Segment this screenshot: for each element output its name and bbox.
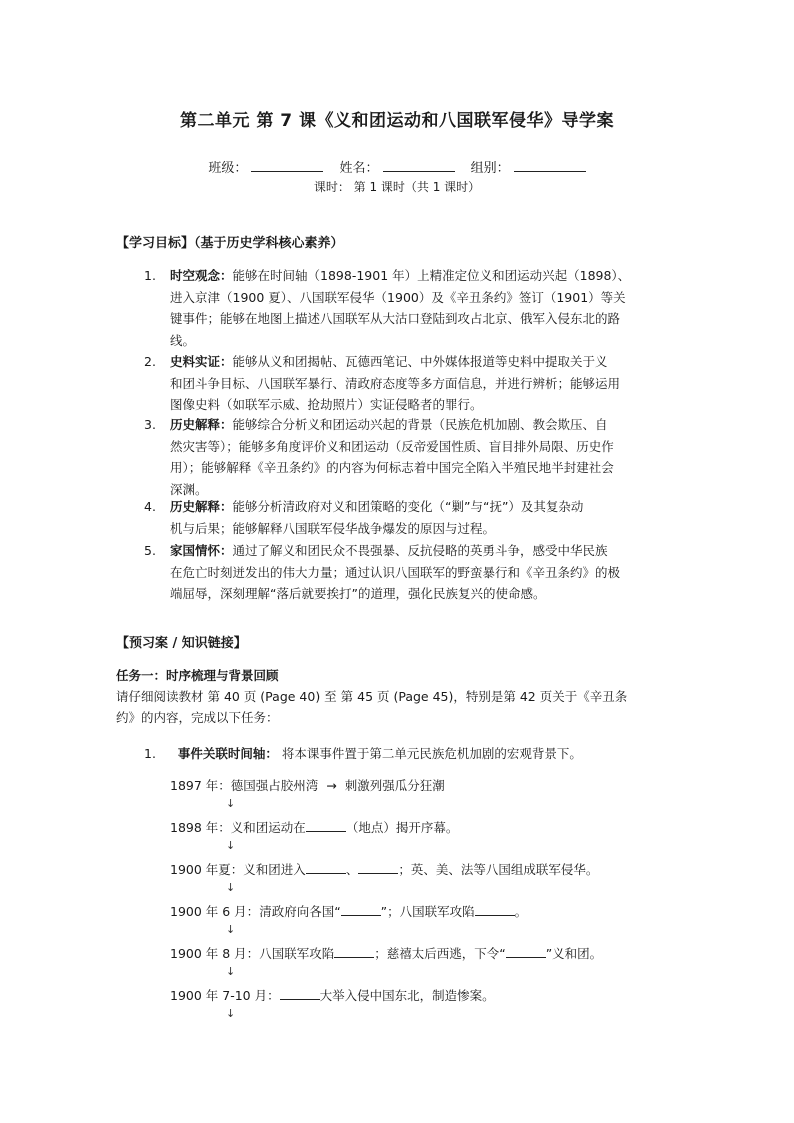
down-arrow-icon: ↓ [226,923,236,936]
page-title: 第二单元 第 7 课《义和团运动和八国联军侵华》导学案 [179,111,615,131]
down-arrow-icon: ↓ [226,839,236,852]
objective-head: 家国情怀： [170,543,233,558]
objective-item: 1. 时空观念：能够在时间轴（1898-1901 年）上精准定位义和团运动兴起（1898）、 进入京津（1900 夏）、八国联军侵华（1900）及《辛丑条约》签订（1901）等关 键事件；能够在地图上描述八国联军从大沽口登陆到攻占北京、俄军入侵东北的路 线。 [144,265,684,351]
objective-number: 5. [144,543,156,558]
class-field: 班级： [208,157,323,176]
objective-head: 时空观念： [170,268,233,283]
name-field: 姓名： [339,157,454,176]
period-line: 课时： 第 1 课时（共 1 课时） [313,180,481,194]
timeline-event: 1897 年：德国强占胶州湾 → 刺激列强瓜分狂潮 [170,778,445,793]
step-text: 将本课事件置于第二单元民族危机加剧的宏观背景下。 [281,746,582,761]
fill-blank[interactable] [306,819,346,832]
timeline-event: 1900 年 7-10 月： 大举入侵中国东北，制造惨案。 [170,988,495,1003]
objective-number: 1. [144,268,156,283]
step-item [144,744,582,762]
objective-head: 历史解释： [170,417,233,432]
objective-number: 3. [144,417,156,432]
down-arrow-icon: ↓ [226,965,236,978]
timeline-event: 1900 年夏：义和团进入 、 ；英、美、法等八国组成联军侵华。 [170,862,599,877]
fill-blank[interactable] [280,987,320,1000]
objective-item: 3. 历史解释：能够综合分析义和团运动兴起的背景（民族危机加剧、教会欺压、自 然灾害等）；能够多角度评价义和团运动（反帝爱国性质、盲目排外局限、历史作 用）；能够解释《辛丑条约》的内容为何标志着中国完全陷入半殖民地半封建社会 深渊。 [144,414,684,500]
group-field: 组别： [471,157,586,176]
timeline-event: 1898 年：义和团运动在 （地点）揭开序幕。 [170,820,459,835]
fill-blank[interactable] [341,903,381,916]
group-blank[interactable] [514,159,586,172]
step-head: 事件关联时间轴： [177,746,278,761]
task-title: 任务一：时序梳理与背景回顾 [116,668,279,683]
objective-item: 4. 历史解释：能够分析清政府对义和团策略的变化（“剿”与“抚”）及其复杂动 机与后果；能够解释八国联军侵华战争爆发的原因与过程。 [144,496,684,539]
name-blank[interactable] [383,159,455,172]
objective-item: 2. 史料实证：能够从义和团揭帖、瓦德西笔记、中外媒体报道等史料中提取关于义 和团斗争目标、八国联军暴行、清政府态度等多方面信息，并进行辨析；能够运用 图像史料（如联军示威、抢劫照片）实证侵略者的罪行。 [144,351,684,416]
objective-head: 史料实证： [170,354,233,369]
down-arrow-icon: ↓ [226,881,236,894]
objective-number: 2. [144,354,156,369]
right-arrow-icon: → [326,778,337,793]
down-arrow-icon: ↓ [226,1007,236,1020]
timeline-event: 1900 年 8 月：八国联军攻陷 ；慈禧太后西逃，下令“ ”义和团。 [170,946,603,961]
fill-blank[interactable] [306,861,346,874]
fill-blank[interactable] [506,945,546,958]
down-arrow-icon: ↓ [226,797,236,810]
preview-heading: 【预习案 / 知识链接】 [116,636,247,651]
fill-blank[interactable] [334,945,374,958]
objective-number: 4. [144,499,156,514]
fill-blank[interactable] [475,903,515,916]
fill-blank[interactable] [358,861,398,874]
objectives-heading: 【学习目标】（基于历史学科核心素养） [116,236,344,251]
student-info-row [0,157,794,176]
objective-item: 5. 家国情怀：通过了解义和团民众不畏强暴、反抗侵略的英勇斗争，感受中华民族 在危亡时刻迸发出的伟大力量；通过认识八国联军的野蛮暴行和《辛丑条约》的极 端屈辱，深刻理解“落后就要挨打”的道理，强化民族复兴的使命感。 [144,540,684,605]
timeline-event: 1900 年 6 月：清政府向各国“ ”；八国联军攻陷 。 [170,904,528,919]
class-blank[interactable] [251,159,323,172]
objective-head: 历史解释： [170,499,233,514]
step-number: 1. [144,746,156,761]
task-instruction: 请仔细阅读教材 第 40 页 (Page 40) 至 第 45 页 (Page 45)，特别是第 42 页关于《辛丑条 约》的内容，完成以下任务： [116,689,628,725]
